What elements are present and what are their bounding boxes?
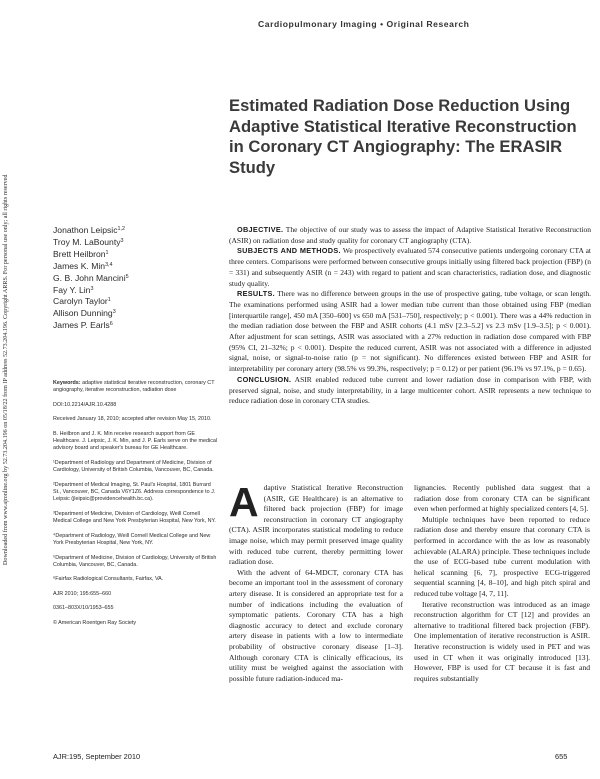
abstract <box>229 225 591 407</box>
intro-paragraph: Adaptive Statistical Iterative Reconstruction (ASIR, GE Healthcare) is an alternative to filtered back projection (FBP) for image reconstruction in coronary CT angiography (CTA). ASIR incorporates statistical modeling to reduce image noise, which may permit preserved image quality with reduced tube current, thereby permitting lower radiation dose. <box>229 479 403 567</box>
disclosure: B. Heilbron and J. K. Min receive research support from GE Healthcare. J. Leipsic, J. K. Min, and J. P. Earls serve on the medical advisory board and speaker's bureau for GE Healthcare. <box>53 430 218 452</box>
affiliation: ³Department of Medicine, Division of Cardiology, Weill Cornell Medical College and New York Presbyterian Hospital, New York, NY. <box>53 510 216 525</box>
author: Brett Heilbron$^1$ <box>53 248 109 259</box>
affiliation: ⁴Department of Radiology, Weill Cornell Medical College and New York Presbyterian Hospital, New York, NY. <box>53 532 211 547</box>
author: Carolyn Taylor$^1$ <box>53 296 111 307</box>
article-title: Estimated Radiation Dose Reduction Using Adaptive Statistical Iterative Reconstruction in Coronary CT Angiography: The ERASIR Study <box>229 96 577 177</box>
abstract-results: RESULTS. There was no difference between groups in the use of prospective gating, tube voltage, or scan length. The examinations performed using ASIR had a lower median tube current than those obtained using FBP (median [interquartile range], 450 mA [350–600] vs 650 mA [531–750], respectively; p < 0.001). There was a 44% reduction in the median radiation dose between the FBP and ASIR cohorts (4.1 mSv [2.3–5.2] vs 2.3 mSv [1.9–3.5]; p < 0.001). After adjustment for scan settings, ASIR was associated with a 27% reduction in radiation dose compared with FBP (95% CI, 21–32%; p < 0.001). Despite the reduced current, ASIR was not associated with a difference in adjusted signal, noise, or signal-to-noise ratio (p = not significant). No differences existed between FBP and ASIR for interpretability per coronary artery (98.5% vs 99.3%, respectively; p = 0.12) or per patient (96.1% vs 97.1%, p = 0.65). <box>229 289 591 374</box>
abstract-conclusion: CONCLUSION. ASIR enabled reduced tube current and lower radiation dose in comparison with FBP, with preserved signal, noise, and study interpretability, in a large multicenter cohort. ASIR represents a new technique to reduce radiation dose in coronary CTA studies. <box>229 374 592 406</box>
drop-cap: A <box>229 479 259 525</box>
affiliation: ⁶Fairfax Radiological Consultants, Fairfax, VA. <box>53 576 164 583</box>
journal-reference: AJR 2010; 195:655–660 <box>53 590 112 597</box>
download-watermark: Downloaded from www.ajronline.org by 52.73.204.196 on 05/18/22 from IP address 52.73.204.196. Copyright ARRS. For personal use only; all rights reserved <box>3 174 9 565</box>
affiliation: ¹Department of Radiology and Department of Medicine, Division of Cardiology, University of British Columbia, Vancouver, BC, Canada. <box>53 459 214 474</box>
body-paragraph: Multiple techniques have been reported to reduce radiation dose and thereby ensure that coronary CTA is performed in accordance with the as low as reasonably achievable (ALARA) principle. These techniques include the use of ECG-based tube current modulation with helical scanning [6, 7], prospective ECG-triggered sequential scanning [4, 8–10], and high pitch spiral and reduced tube voltage [4, 7, 11]. <box>414 514 590 598</box>
author: Fay Y. Lin$^3$ <box>53 284 94 295</box>
body-paragraph: Iterative reconstruction was introduced as an image reconstruction algorithm for CT [12] and provides an alternative to traditional filtered back projection (FBP). One implementation of iterative reconstruction is ASIR. Iterative reconstruction is widely used in PET and was used in CT when it was originally introduced [13]. However, FBP is used for CT because it is fast and requires substantially <box>414 599 590 683</box>
section-label: Cardiopulmonary Imaging • Original Research <box>258 19 470 29</box>
author: Jonathon Leipsic$^{1,2}$ <box>53 225 125 235</box>
author: James K. Min$^{3,4}$ <box>53 260 113 271</box>
author: Troy M. LaBounty$^3$ <box>53 236 124 247</box>
abstract-objective: OBJECTIVE. The objective of our study was to assess the impact of Adaptive Statistical Iterative Reconstruction (ASIR) on radiation dose and study quality for coronary CT angiography (CTA). <box>229 225 591 245</box>
author: G. B. John Mancini$^5$ <box>53 272 129 283</box>
author-list <box>53 225 213 332</box>
body-paragraph: With the advent of 64-MDCT, coronary CTA has become an important tool in the assessment of coronary artery disease. It is considered an appropriate test for a number of indications including the evaluation of symptomatic patients. Coronary CTA has a high diagnostic accuracy to detect and exclude coronary artery disease in patients with a low to intermediate probability of obstructive coronary disease [1–3]. Although coronary CTA is clinically efficacious, its utility must be weighed against the association with possible future radiation-induced ma- <box>229 567 403 683</box>
doi: DOI:10.2214/AJR.10.4288 <box>53 401 117 408</box>
author: Allison Dunning$^3$ <box>53 308 116 319</box>
page-number: 655 <box>555 752 568 761</box>
body-column-left <box>229 479 403 684</box>
footer-journal: AJR:195, September 2010 <box>53 752 141 761</box>
author: James P. Earls$^6$ <box>53 320 113 331</box>
body-paragraph: lignancies. Recently published data suggest that a radiation dose from coronary CTA can be significant even when performed at highly specialized centers [4, 5]. <box>414 483 590 514</box>
keywords: Keywords: adaptive statistical iterative reconstruction, coronary CT angiography, iterative reconstruction, radiation dose <box>53 380 215 394</box>
article-metadata <box>53 380 219 631</box>
affiliation: ⁵Department of Medicine, Division of Cardiology, University of British Columbia, Vancouver, BC, Canada. <box>53 554 217 568</box>
body-column-right <box>414 483 590 684</box>
issn: 0361–803X/10/1953–655 <box>53 605 114 612</box>
copyright: © American Roentgen Ray Society <box>53 619 137 626</box>
received-date: Received January 18, 2010; accepted after revision May 15, 2010. <box>53 416 212 423</box>
affiliation: ²Department of Medical Imaging, St. Paul's Hospital, 1801 Burrard St., Vancouver, BC, Canada V6Y1Z6. Address correspondence to J. Leipsic (jleipsic@providencehealth.bc.ca). <box>53 481 216 503</box>
abstract-methods: SUBJECTS AND METHODS. We prospectively evaluated 574 consecutive patients undergoing coronary CTA at three centers. Comparisons were performed between consecutive groups initially using filtered back projection (FBP) (n = 331) and subsequently ASIR (n = 243) with regard to patient and scan characteristics, radiation dose, and diagnostic study quality. <box>229 246 591 288</box>
